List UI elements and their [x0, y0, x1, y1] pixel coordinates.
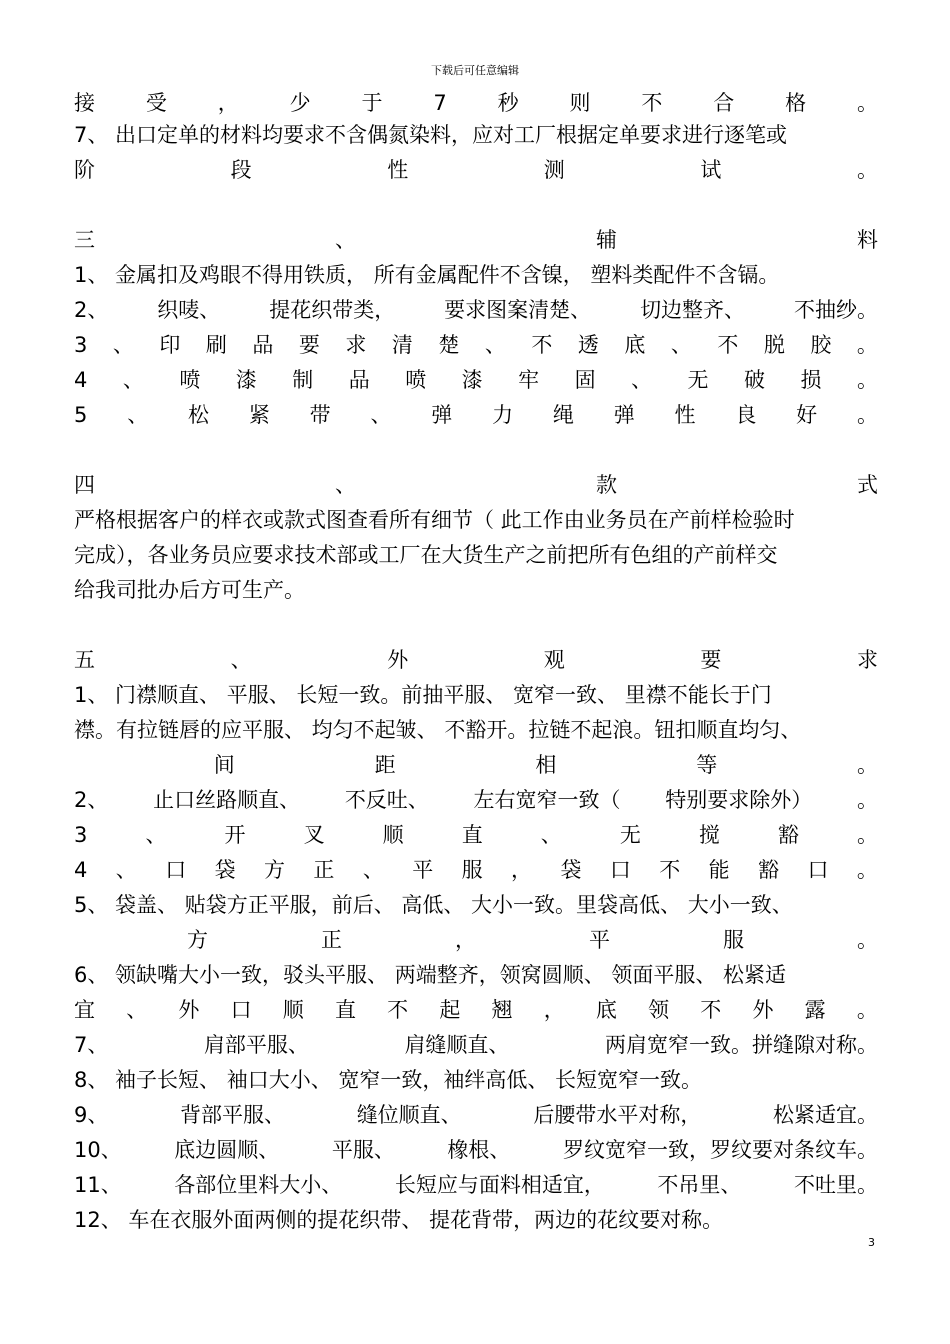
text-token: 翘 [491, 998, 513, 1022]
text-token: 正 [313, 858, 335, 882]
text-token: 。 [856, 858, 878, 882]
text-token: 松紧适宜。 [773, 1103, 878, 1127]
text-token: 不 [717, 333, 739, 357]
text-token: 5 [74, 403, 88, 427]
text-token: 良 [735, 403, 757, 427]
page-number: 3 [868, 1236, 875, 1249]
text-token: 脱 [763, 333, 785, 357]
text-token: 叉 [303, 823, 325, 847]
text-token: 外 [387, 648, 409, 672]
text-token: ， [543, 998, 565, 1022]
text-token: 不 [641, 91, 663, 115]
text-token: 牢 [518, 368, 540, 392]
text-token: 起 [439, 998, 461, 1022]
text-token: 性 [387, 158, 409, 182]
text-token: 段 [230, 158, 252, 182]
text-token: 求 [856, 648, 878, 672]
text-token: 观 [543, 648, 565, 672]
text-token: 料 [857, 228, 878, 252]
text-token: 3 [74, 823, 88, 847]
text-token: 胶 [810, 333, 832, 357]
text-token: 印 [159, 333, 181, 357]
text-token: 各部位里料大小、 [174, 1173, 343, 1197]
text-token: 口 [165, 858, 187, 882]
text-token: 无 [687, 368, 709, 392]
text-token: 。 [857, 928, 878, 952]
text-token: 品 [348, 368, 370, 392]
text-token: 宜 [74, 998, 95, 1022]
text-token: 间 [213, 753, 235, 777]
text-token: 橡根、 [447, 1138, 511, 1162]
text-token: 10、 [74, 1138, 122, 1162]
text-token: 清 [391, 333, 413, 357]
text-token: 、 [122, 368, 144, 392]
text-token: 透 [577, 333, 599, 357]
text-token: 漆 [235, 368, 257, 392]
text-token: 少 [289, 91, 311, 115]
text-token: 受 [145, 91, 167, 115]
text-token: 豁 [777, 823, 799, 847]
text-token: 无 [619, 823, 641, 847]
text-token: 性 [674, 403, 696, 427]
text-token: 。 [856, 403, 878, 427]
text-token: 。 [856, 368, 878, 392]
text-token: 固 [574, 368, 596, 392]
text-token: 款 [596, 473, 617, 497]
text-token: 服 [461, 858, 483, 882]
text-token: 长短应与面料相适宜， [394, 1173, 605, 1197]
text-token: 、 [126, 998, 148, 1022]
text-token: 、 [370, 403, 392, 427]
text-token: 平 [589, 928, 610, 952]
text-line: 1、 门襟顺直、 平服、 长短一致。前抽平服、 宽窄一致、 里襟不能长于门 [74, 683, 772, 707]
text-token: 不 [659, 858, 681, 882]
text-line [74, 923, 878, 957]
text-token: 松 [188, 403, 209, 427]
text-line [74, 468, 878, 502]
text-line: 5、 袋盖、 贴袋方正平服，前后、 高低、 大小一致。里袋高低、 大小一致、 [74, 893, 793, 917]
text-token: 合 [713, 91, 735, 115]
text-token: 求 [345, 333, 367, 357]
text-token: 四 [74, 473, 95, 497]
text-token: 不抽纱。 [793, 298, 878, 322]
text-token: 领 [648, 998, 670, 1022]
text-token: 阶 [74, 158, 95, 182]
text-token: 提花织带类， [269, 298, 396, 322]
text-token: 罗纹宽窄一致，罗纹要对条纹车。 [562, 1138, 878, 1162]
text-token: 、 [112, 333, 134, 357]
text-token: 肩缝顺直、 [404, 1033, 510, 1057]
text-token: 接 [74, 91, 95, 115]
text-token: 搅 [698, 823, 720, 847]
text-token: 不吐里。 [793, 1173, 878, 1197]
text-token: 后腰带水平对称， [533, 1103, 702, 1127]
text-token: 破 [744, 368, 765, 392]
text-token: 止口丝路顺直、 [153, 788, 301, 812]
text-token: 7、 [74, 1033, 109, 1057]
text-token: 、 [230, 648, 252, 672]
text-line [74, 1028, 878, 1062]
text-token: 3 [74, 333, 88, 357]
text-token: 弹 [431, 403, 453, 427]
text-token: 品 [252, 333, 274, 357]
text-line [74, 1133, 878, 1167]
text-token: 。 [856, 998, 878, 1022]
text-token: ， [217, 91, 239, 115]
text-line [74, 153, 878, 187]
text-token: 于 [361, 91, 383, 115]
text-line: 严格根据客户的样衣或款式图查看所有细节（ 此工作由业务员在产前样检验时 [74, 508, 795, 532]
text-token: 肩部平服、 [203, 1033, 309, 1057]
text-token: 、 [631, 368, 653, 392]
text-line [74, 223, 878, 257]
text-token: 、 [362, 858, 384, 882]
text-token: 三 [74, 228, 95, 252]
text-token: 格 [785, 91, 807, 115]
text-line [74, 993, 878, 1027]
text-token: 不 [387, 998, 409, 1022]
text-token: 不 [531, 333, 553, 357]
text-token: 绳 [552, 403, 574, 427]
text-line: 襟。有拉链唇的应平服、 均匀不起皱、 不豁开。拉链不起浪。钮扣顺直均匀、 [74, 718, 802, 742]
text-line [74, 1168, 878, 1202]
text-token: 五 [74, 648, 95, 672]
text-token: 方 [187, 928, 208, 952]
text-token: 7 [433, 91, 447, 115]
text-token: 服 [723, 928, 744, 952]
text-token: 等 [696, 753, 718, 777]
text-line: 12、 车在衣服外面两侧的提花织带、 提花背带，两边的花纹要对称。 [74, 1208, 724, 1232]
text-token: 。 [857, 823, 878, 847]
text-token: 力 [492, 403, 514, 427]
text-token: 。 [856, 753, 878, 777]
text-token: 两肩宽窄一致。拼缝隙对称。 [604, 1033, 878, 1057]
text-token: 织唛、 [157, 298, 221, 322]
text-token: 、 [540, 823, 562, 847]
text-token: 2、 [74, 298, 109, 322]
text-token: 楚 [438, 333, 460, 357]
text-token: 口 [609, 858, 631, 882]
text-token: 秒 [497, 91, 519, 115]
text-token: 平服、 [331, 1138, 395, 1162]
text-line [74, 783, 878, 817]
text-token: ， [455, 928, 476, 952]
text-token: 9、 [74, 1103, 109, 1127]
text-token: 豁 [758, 858, 780, 882]
text-token: 4 [74, 368, 88, 392]
text-token: 。 [857, 91, 878, 115]
text-token: 、 [335, 473, 356, 497]
text-token: 要求图案清楚、 [444, 298, 592, 322]
text-token: 刷 [205, 333, 227, 357]
text-token: 底边圆顺、 [174, 1138, 280, 1162]
text-token: 不反吐、 [344, 788, 429, 812]
text-line: 6、 领缺嘴大小一致，驳头平服、 两端整齐，领窝圆顺、 领面平服、 松紧适 [74, 963, 787, 987]
text-token: 口 [230, 998, 252, 1022]
text-token: 漆 [461, 368, 483, 392]
text-token: 式 [857, 473, 878, 497]
text-token: 测 [543, 158, 565, 182]
text-token: 损 [800, 368, 822, 392]
text-line [74, 818, 878, 852]
text-token: 好 [796, 403, 818, 427]
text-token: 缝位顺直、 [356, 1103, 462, 1127]
text-token: 、 [145, 823, 167, 847]
text-token: 2、 [74, 788, 109, 812]
text-token: 带 [309, 403, 331, 427]
text-token: 、 [670, 333, 692, 357]
text-token: 弹 [613, 403, 635, 427]
text-token: 外 [752, 998, 774, 1022]
text-token: 距 [374, 753, 396, 777]
text-token: 、 [127, 403, 149, 427]
text-token: 切边整齐、 [640, 298, 746, 322]
text-token: 4 [74, 858, 88, 882]
text-token: 要 [298, 333, 320, 357]
text-line [74, 398, 878, 432]
text-token: 正 [321, 928, 342, 952]
text-token: 袋 [560, 858, 582, 882]
text-token: 平 [412, 858, 434, 882]
text-token: 喷 [405, 368, 427, 392]
text-token: 顺 [382, 823, 404, 847]
page-header: 下载后可任意编辑 [431, 64, 519, 77]
text-token: 背部平服、 [180, 1103, 286, 1127]
text-token: 相 [535, 753, 557, 777]
text-token: 底 [624, 333, 646, 357]
text-token: 试 [700, 158, 722, 182]
text-line [74, 853, 878, 887]
text-line [74, 363, 878, 397]
text-token: 外 [178, 998, 200, 1022]
text-token: 直 [334, 998, 356, 1022]
text-line [74, 643, 878, 677]
text-token: 、 [115, 858, 137, 882]
text-token: 11、 [74, 1173, 122, 1197]
text-line [74, 86, 878, 120]
text-token: 开 [224, 823, 246, 847]
text-line [74, 293, 878, 327]
text-line [74, 748, 878, 782]
text-token: 紧 [248, 403, 270, 427]
text-token: 不 [700, 998, 722, 1022]
text-line: 8、 袖子长短、 袖口大小、 宽窄一致，袖绊高低、 长短宽窄一致。 [74, 1068, 703, 1092]
text-token: 。 [856, 158, 878, 182]
text-line [74, 1098, 878, 1132]
text-token: 制 [292, 368, 314, 392]
text-token: 辅 [596, 228, 617, 252]
text-token: 顺 [282, 998, 304, 1022]
text-token: 不吊里、 [657, 1173, 742, 1197]
text-token: 特别要求除外） [665, 788, 813, 812]
text-line [74, 328, 878, 362]
text-token: 、 [484, 333, 506, 357]
text-token: 方 [264, 858, 285, 882]
text-token: 露 [804, 998, 826, 1022]
text-token: 、 [335, 228, 356, 252]
text-token: 袋 [214, 858, 236, 882]
text-token: 能 [708, 858, 730, 882]
text-line: 7、 出口定单的材料均要求不含偶氮染料，应对工厂根据定单要求进行逐笔或 [74, 123, 788, 147]
text-token: 喷 [179, 368, 201, 392]
text-token: 则 [569, 91, 591, 115]
text-token: ， [511, 858, 533, 882]
text-line: 完成），各业务员应要求技术部或工厂在大货生产之前把所有色组的产前样交 [74, 543, 778, 567]
text-token: 左右宽窄一致（ [473, 788, 621, 812]
text-token: 。 [856, 788, 878, 812]
text-token: 。 [856, 333, 878, 357]
text-line: 1、 金属扣及鸡眼不得用铁质， 所有金属配件不含镍， 塑料类配件不含镉。 [74, 263, 780, 287]
text-token: 要 [700, 648, 722, 672]
text-token: 底 [595, 998, 617, 1022]
text-line: 给我司批办后方可生产。 [74, 578, 305, 602]
text-token: 直 [461, 823, 483, 847]
text-token: 口 [807, 858, 829, 882]
